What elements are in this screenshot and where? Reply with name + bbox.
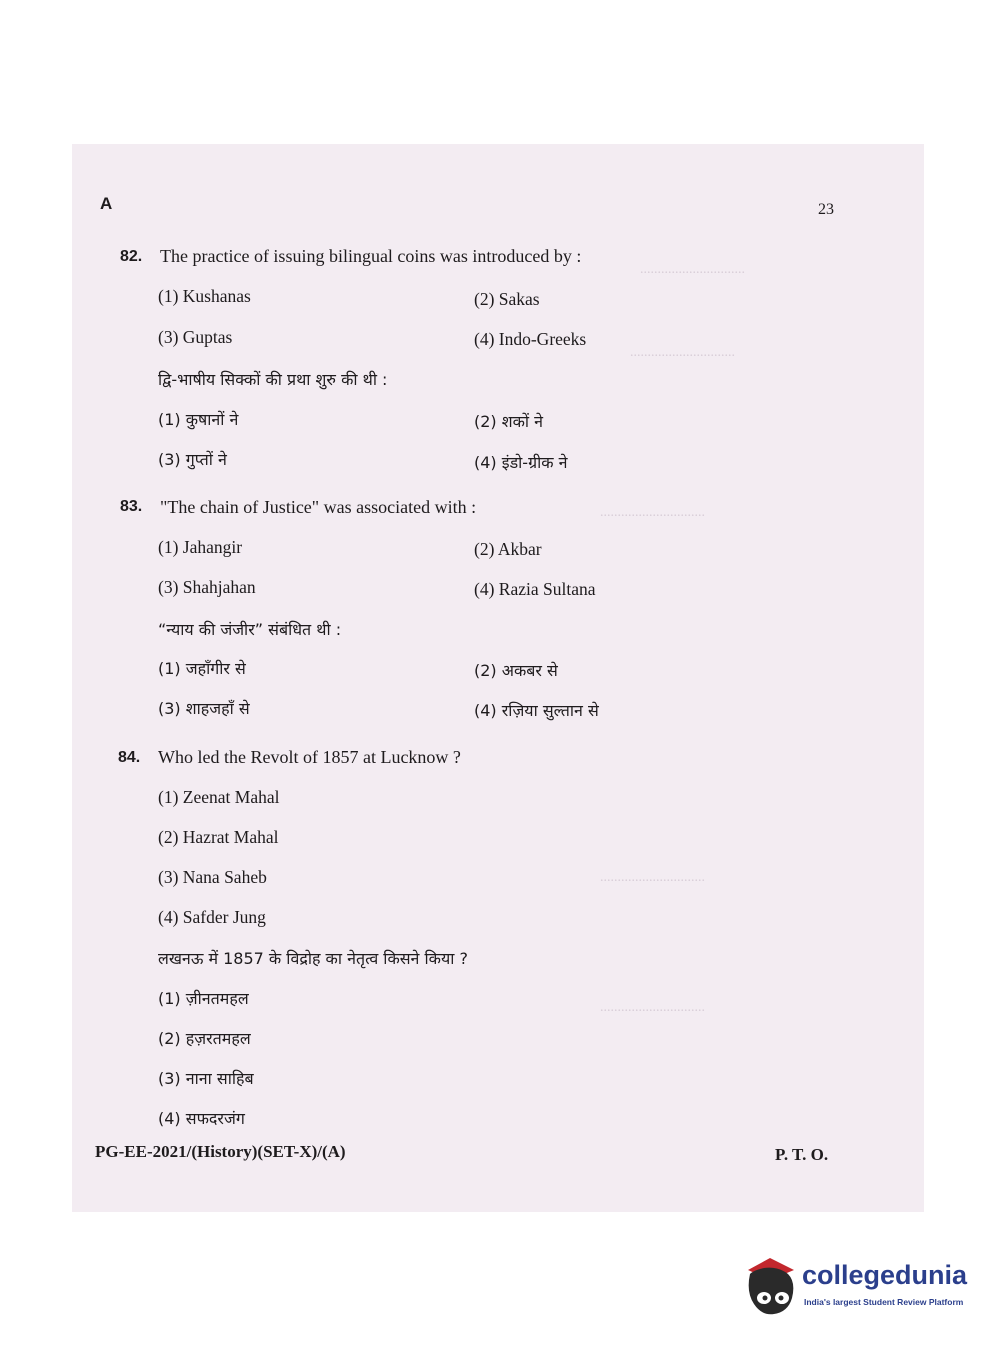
option-en: (1) Jahangir <box>158 537 243 557</box>
option-en: (2) Sakas <box>474 289 540 309</box>
option-en: (4) Indo-Greeks <box>474 329 587 349</box>
option-en: (2) Hazrat Mahal <box>158 827 279 847</box>
set-letter: A <box>100 194 113 213</box>
option-hi: (3) नाना साहिब <box>158 1069 254 1088</box>
question-number: 82. <box>120 248 143 265</box>
option-en: (4) Safder Jung <box>158 907 266 927</box>
brand-tagline: India's largest Student Review Platform <box>804 1297 964 1307</box>
option-hi: (4) सफदरजंग <box>158 1109 245 1128</box>
option-hi: (1) जहाँगीर से <box>158 659 246 678</box>
option-en: (4) Razia Sultana <box>474 579 596 599</box>
question-text-en: The practice of issuing bilingual coins was introduced by : <box>160 246 582 266</box>
option-hi: (2) शकों ने <box>474 412 544 431</box>
question-number: 83. <box>120 498 143 515</box>
question-text-hi: “न्याय की जंजीर” संबंधित थी : <box>158 620 342 639</box>
paper-code: PG-EE-2021/(History)(SET-X)/(A) <box>95 1142 346 1161</box>
question-number: 84. <box>118 749 141 766</box>
option-hi: (2) अकबर से <box>474 661 558 680</box>
option-en: (3) Nana Saheb <box>158 867 267 887</box>
page-number: 23 <box>818 201 834 218</box>
option-hi: (3) शाहजहाँ से <box>158 699 250 718</box>
option-en: (2) Akbar <box>474 539 542 559</box>
question-text-en: "The chain of Justice" was associated with : <box>160 497 477 517</box>
question-text-hi: द्वि-भाषीय सिक्कों की प्रथा शुरु की थी : <box>158 370 388 389</box>
option-hi: (2) हज़रतमहल <box>158 1029 251 1048</box>
question-text-hi: लखनऊ में 1857 के विद्रोह का नेतृत्व किसने किया ? <box>158 949 468 968</box>
option-hi: (1) ज़ीनतमहल <box>158 989 249 1008</box>
option-hi: (4) रज़िया सुल्तान से <box>474 701 599 720</box>
option-hi: (4) इंडो-ग्रीक ने <box>474 453 568 472</box>
option-en: (3) Shahjahan <box>158 577 256 597</box>
question-text-en: Who led the Revolt of 1857 at Lucknow ? <box>158 747 461 767</box>
option-en: (1) Zeenat Mahal <box>158 787 280 807</box>
option-en: (3) Guptas <box>158 327 233 347</box>
option-en: (1) Kushanas <box>158 286 251 306</box>
option-hi: (1) कुषानों ने <box>158 410 239 429</box>
pto-label: P. T. O. <box>775 1145 829 1164</box>
brand-name: collegedunia <box>802 1260 968 1290</box>
option-hi: (3) गुप्तों ने <box>158 450 227 469</box>
